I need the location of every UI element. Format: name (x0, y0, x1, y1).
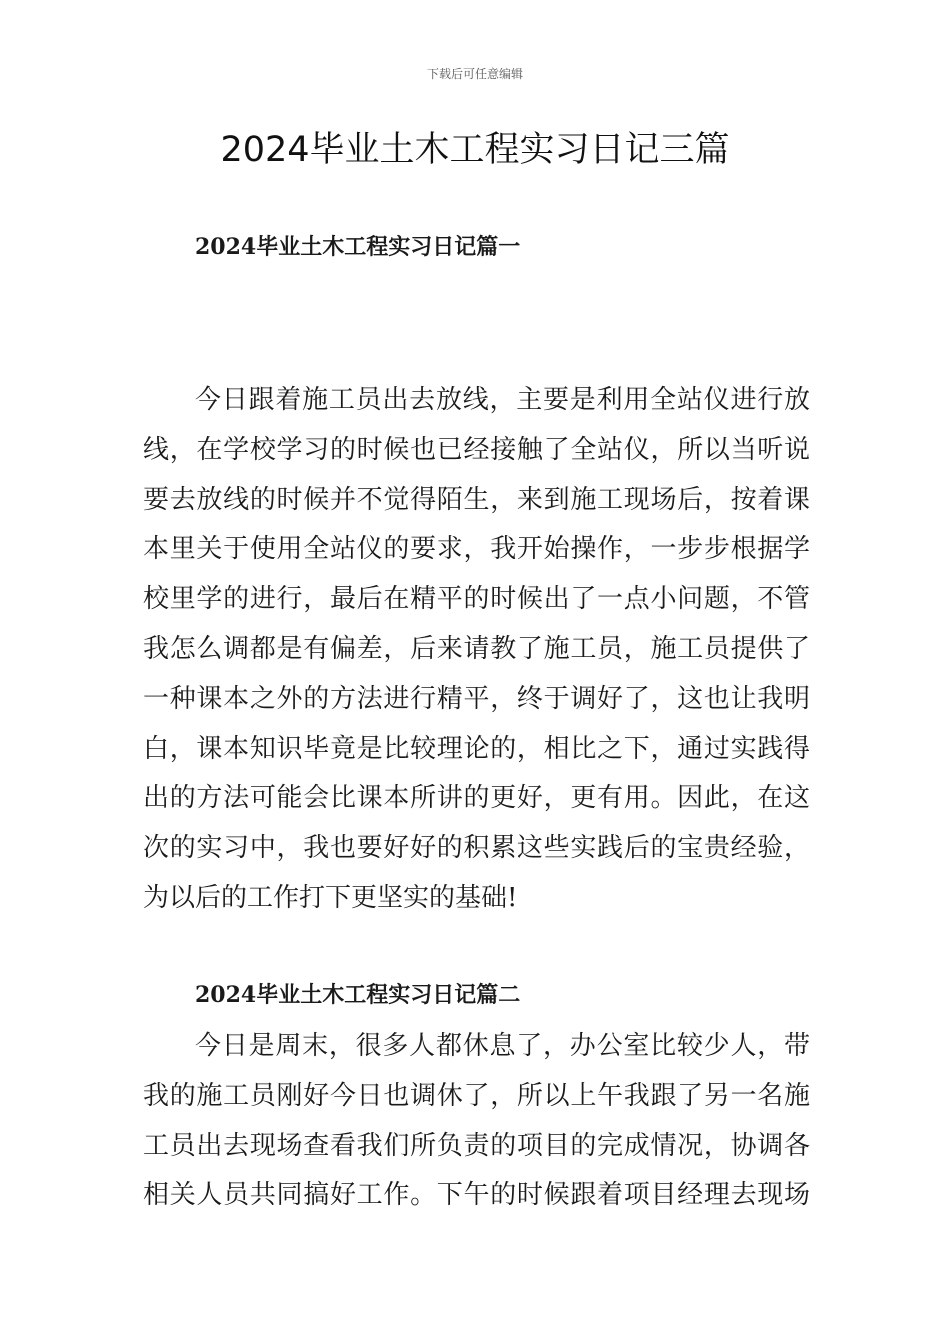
paragraph-line: 出的方法可能会比课本所讲的更好，更有用。因此，在这 (143, 783, 810, 814)
paragraph-line: 本里关于使用全站仪的要求，我开始操作，一步步根据学 (143, 534, 810, 565)
paragraph-line: 工员出去现场查看我们所负责的项目的完成情况，协调各 (143, 1130, 810, 1161)
section-2-paragraph (143, 1022, 810, 1221)
paragraph-line: 白，课本知识毕竟是比较理论的，相比之下，通过实践得 (143, 733, 810, 764)
paragraph-line: 次的实习中，我也要好好的积累这些实践后的宝贵经验， (143, 833, 810, 864)
paragraph-line: 我的施工员刚好今日也调休了，所以上午我跟了另一名施 (143, 1080, 810, 1111)
section-1-paragraph (143, 376, 810, 924)
paragraph-line: 我怎么调都是有偏差，后来请教了施工员，施工员提供了 (143, 633, 810, 664)
paragraph-line: 今日跟着施工员出去放线，主要是利用全站仪进行放 (195, 385, 810, 415)
header-note: 下载后可任意编辑 (426, 67, 523, 81)
paragraph-line: 线，在学校学习的时候也已经接触了全站仪，所以当听说 (143, 434, 810, 465)
paragraph-line: 今日是周末，很多人都休息了，办公室比较少人，带 (195, 1031, 810, 1061)
paragraph-line: 校里学的进行，最后在精平的时候出了一点小问题，不管 (143, 584, 810, 615)
paragraph-line: 相关人员共同搞好工作。下午的时候跟着项目经理去现场 (143, 1180, 810, 1211)
paragraph-line: 为以后的工作打下更坚实的基础! (143, 882, 518, 913)
section-heading-2: 2024毕业土木工程实习日记篇二 (195, 982, 521, 1008)
document-title: 2024毕业土木工程实习日记三篇 (220, 130, 730, 170)
paragraph-line: 要去放线的时候并不觉得陌生，来到施工现场后，按着课 (143, 484, 810, 515)
paragraph-line: 一种课本之外的方法进行精平，终于调好了，这也让我明 (143, 683, 810, 714)
section-heading-1: 2024毕业土木工程实习日记篇一 (195, 234, 521, 260)
